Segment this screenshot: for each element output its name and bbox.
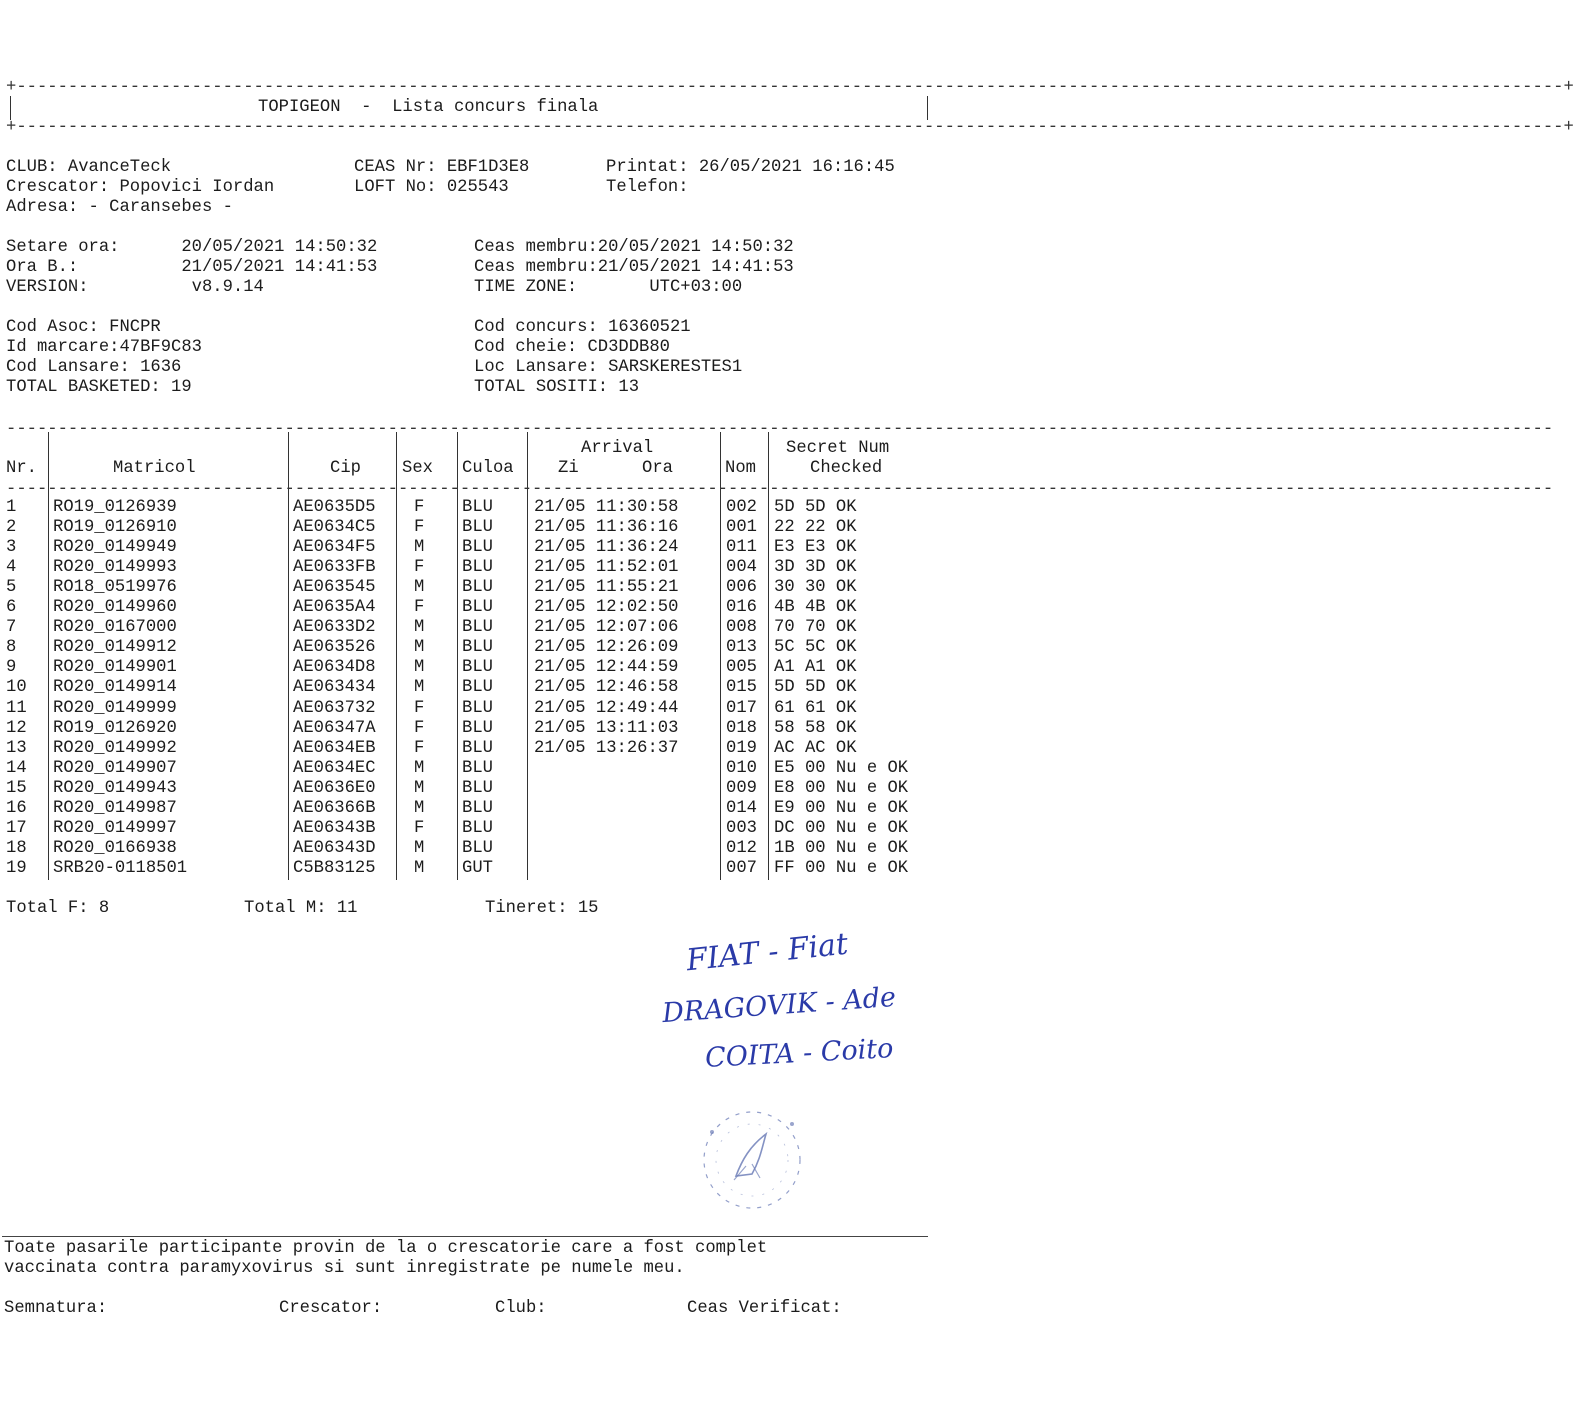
cell-arrival: 21/05 11:55:21 bbox=[534, 578, 679, 597]
cell-nr: 13 bbox=[6, 739, 27, 758]
cell-sex: M bbox=[414, 578, 425, 597]
header-nr: Nr. bbox=[6, 459, 37, 478]
cell-matricol: RO20_0149949 bbox=[53, 538, 177, 557]
cell-culoa: BLU bbox=[462, 759, 493, 778]
cell-cip: AE0634EC bbox=[293, 759, 376, 778]
handwritten-note-1: FIAT - Fiat bbox=[684, 926, 850, 979]
cell-matricol: SRB20-0118501 bbox=[53, 859, 188, 878]
total-f: Total F: 8 bbox=[6, 899, 110, 918]
cell-secret-checked: 22 22 OK bbox=[774, 518, 857, 537]
cell-cip: AE0636E0 bbox=[293, 779, 376, 798]
version: VERSION: v8.9.14 bbox=[6, 278, 264, 297]
cell-nr: 8 bbox=[6, 638, 17, 657]
cell-secret-checked: E8 00 Nu e OK bbox=[774, 779, 909, 798]
club-line: CLUB: AvanceTeck bbox=[6, 158, 172, 177]
cell-matricol: RO19_0126920 bbox=[53, 719, 177, 738]
cell-sex: M bbox=[414, 638, 425, 657]
cell-secret-checked: 58 58 OK bbox=[774, 719, 857, 738]
header-secret-num: Secret Num bbox=[786, 439, 890, 458]
cell-cip: AE063526 bbox=[293, 638, 376, 657]
cod-cheie: Cod cheie: CD3DDB80 bbox=[474, 338, 670, 357]
cell-sex: F bbox=[414, 719, 425, 738]
association-stamp bbox=[690, 1104, 814, 1212]
cell-sex: F bbox=[414, 819, 425, 838]
cell-secret-checked: 5C 5C OK bbox=[774, 638, 857, 657]
cell-arrival: 21/05 11:36:16 bbox=[534, 518, 679, 537]
cell-culoa: BLU bbox=[462, 799, 493, 818]
time-zone: TIME ZONE: UTC+03:00 bbox=[474, 278, 743, 297]
cell-secret-checked: FF 00 Nu e OK bbox=[774, 859, 909, 878]
cell-culoa: BLU bbox=[462, 699, 493, 718]
cell-sex: M bbox=[414, 678, 425, 697]
cell-matricol: RO20_0166938 bbox=[53, 839, 177, 858]
cell-culoa: BLU bbox=[462, 779, 493, 798]
cell-sex: F bbox=[414, 498, 425, 517]
cell-cip: AE0634F5 bbox=[293, 538, 376, 557]
cell-secret-checked: 1B 00 Nu e OK bbox=[774, 839, 909, 858]
total-sositi: TOTAL SOSITI: 13 bbox=[474, 378, 640, 397]
cell-sex: M bbox=[414, 859, 425, 878]
cell-nom: 002 bbox=[726, 498, 757, 517]
cell-nom: 004 bbox=[726, 558, 757, 577]
handwritten-note-2: DRAGOVIK - Ade bbox=[661, 981, 897, 1030]
cell-sex: F bbox=[414, 518, 425, 537]
cell-cip: AE063732 bbox=[293, 699, 376, 718]
cell-sex: M bbox=[414, 779, 425, 798]
cell-nom: 016 bbox=[726, 598, 757, 617]
handwritten-note-3: COITA - Coito bbox=[704, 1033, 895, 1074]
cell-secret-checked: E5 00 Nu e OK bbox=[774, 759, 909, 778]
ora-b: Ora B.: 21/05/2021 14:41:53 bbox=[6, 258, 378, 277]
cell-nr: 6 bbox=[6, 598, 17, 617]
cell-nom: 012 bbox=[726, 839, 757, 858]
cell-nr: 19 bbox=[6, 859, 27, 878]
cell-nom: 013 bbox=[726, 638, 757, 657]
cell-secret-checked: 61 61 OK bbox=[774, 699, 857, 718]
header-arrival: Arrival bbox=[581, 439, 654, 458]
cell-nr: 1 bbox=[6, 498, 17, 517]
cell-culoa: BLU bbox=[462, 739, 493, 758]
cell-culoa: BLU bbox=[462, 538, 493, 557]
cell-sex: M bbox=[414, 538, 425, 557]
cell-arrival: 21/05 12:44:59 bbox=[534, 658, 679, 677]
cell-nr: 17 bbox=[6, 819, 27, 838]
cell-nr: 16 bbox=[6, 799, 27, 818]
cell-cip: AE0635D5 bbox=[293, 498, 376, 517]
cell-matricol: RO20_0149999 bbox=[53, 699, 177, 718]
cell-secret-checked: A1 A1 OK bbox=[774, 658, 857, 677]
cell-cip: AE0633D2 bbox=[293, 618, 376, 637]
adresa-line: Adresa: - Caransebes - bbox=[6, 198, 233, 217]
title-border-right bbox=[927, 96, 928, 120]
cell-matricol: RO20_0149960 bbox=[53, 598, 177, 617]
cell-sex: F bbox=[414, 699, 425, 718]
cell-cip: AE06343B bbox=[293, 819, 376, 838]
footer-divider bbox=[2, 1236, 928, 1237]
cell-sex: M bbox=[414, 799, 425, 818]
cell-culoa: BLU bbox=[462, 638, 493, 657]
cell-sex: F bbox=[414, 739, 425, 758]
cell-culoa: BLU bbox=[462, 598, 493, 617]
title-border-left bbox=[10, 96, 11, 120]
cell-cip: AE06366B bbox=[293, 799, 376, 818]
col-divider bbox=[527, 432, 528, 880]
cell-secret-checked: 3D 3D OK bbox=[774, 558, 857, 577]
header-sex: Sex bbox=[402, 459, 433, 478]
cod-asoc: Cod Asoc: FNCPR bbox=[6, 318, 161, 337]
cell-nom: 011 bbox=[726, 538, 757, 557]
declaration-line-1: Toate pasarile participante provin de la o crescatorie care a fost complet bbox=[4, 1239, 768, 1258]
cell-nom: 014 bbox=[726, 799, 757, 818]
cell-nom: 001 bbox=[726, 518, 757, 537]
cell-arrival: 21/05 11:52:01 bbox=[534, 558, 679, 577]
cell-matricol: RO19_0126910 bbox=[53, 518, 177, 537]
cell-nom: 017 bbox=[726, 699, 757, 718]
header-checked: Checked bbox=[810, 459, 883, 478]
cell-nom: 009 bbox=[726, 779, 757, 798]
page-title: TOPIGEON - Lista concurs finala bbox=[258, 98, 599, 117]
cell-culoa: BLU bbox=[462, 498, 493, 517]
cell-cip: AE0634D8 bbox=[293, 658, 376, 677]
total-basketed: TOTAL BASKETED: 19 bbox=[6, 378, 192, 397]
cell-matricol: RO18_0519976 bbox=[53, 578, 177, 597]
cell-secret-checked: 30 30 OK bbox=[774, 578, 857, 597]
setare-ora: Setare ora: 20/05/2021 14:50:32 bbox=[6, 238, 378, 257]
cell-sex: M bbox=[414, 839, 425, 858]
cell-secret-checked: E9 00 Nu e OK bbox=[774, 799, 909, 818]
cell-sex: M bbox=[414, 759, 425, 778]
cell-nom: 005 bbox=[726, 658, 757, 677]
title-border-bottom: +------------------------------------------------------------------------------------------------------------------------------------------------------+ bbox=[6, 118, 1574, 137]
cell-nr: 11 bbox=[6, 699, 27, 718]
header-culoa: Culoa bbox=[462, 459, 514, 478]
cell-nom: 008 bbox=[726, 618, 757, 637]
cell-arrival: 21/05 11:36:24 bbox=[534, 538, 679, 557]
cell-nr: 9 bbox=[6, 658, 17, 677]
cell-matricol: RO20_0149912 bbox=[53, 638, 177, 657]
total-m: Total M: 11 bbox=[244, 899, 358, 918]
club-label: Club: bbox=[495, 1299, 547, 1318]
cell-nr: 14 bbox=[6, 759, 27, 778]
header-nom: Nom bbox=[725, 459, 756, 478]
cell-nr: 4 bbox=[6, 558, 17, 577]
cell-culoa: GUT bbox=[462, 859, 493, 878]
cell-secret-checked: E3 E3 OK bbox=[774, 538, 857, 557]
table-rule-header: ------------------------------------------------------------------------------------------------------------------------------------------------------ bbox=[6, 480, 1554, 499]
cell-secret-checked: 5D 5D OK bbox=[774, 498, 857, 517]
col-divider bbox=[396, 432, 397, 880]
declaration-line-2: vaccinata contra paramyxovirus si sunt inregistrate pe numele meu. bbox=[4, 1259, 685, 1278]
cell-cip: AE0634C5 bbox=[293, 518, 376, 537]
semnatura-label: Semnatura: bbox=[4, 1299, 108, 1318]
table-rule-top: ------------------------------------------------------------------------------------------------------------------------------------------------------ bbox=[6, 420, 1554, 439]
cell-sex: F bbox=[414, 558, 425, 577]
id-marcare: Id marcare:47BF9C83 bbox=[6, 338, 202, 357]
cell-culoa: BLU bbox=[462, 558, 493, 577]
cell-cip: C5B83125 bbox=[293, 859, 376, 878]
cell-cip: AE06343D bbox=[293, 839, 376, 858]
cell-culoa: BLU bbox=[462, 578, 493, 597]
cell-matricol: RO20_0149997 bbox=[53, 819, 177, 838]
loc-lansare: Loc Lansare: SARSKERESTES1 bbox=[474, 358, 743, 377]
cell-cip: AE0634EB bbox=[293, 739, 376, 758]
cell-arrival: 21/05 13:26:37 bbox=[534, 739, 679, 758]
cell-culoa: BLU bbox=[462, 658, 493, 677]
cell-culoa: BLU bbox=[462, 618, 493, 637]
cell-matricol: RO20_0149987 bbox=[53, 799, 177, 818]
cell-nom: 015 bbox=[726, 678, 757, 697]
col-divider bbox=[288, 432, 289, 880]
header-matricol: Matricol bbox=[113, 459, 196, 478]
cell-arrival: 21/05 12:07:06 bbox=[534, 618, 679, 637]
cell-nr: 12 bbox=[6, 719, 27, 738]
ceas-membru-2: Ceas membru:21/05/2021 14:41:53 bbox=[474, 258, 794, 277]
cell-culoa: BLU bbox=[462, 678, 493, 697]
cell-nr: 10 bbox=[6, 678, 27, 697]
cell-secret-checked: AC AC OK bbox=[774, 739, 857, 758]
col-divider bbox=[720, 432, 721, 880]
col-divider bbox=[457, 432, 458, 880]
cell-matricol: RO19_0126939 bbox=[53, 498, 177, 517]
telefon: Telefon: bbox=[606, 178, 689, 197]
cell-nom: 006 bbox=[726, 578, 757, 597]
cell-arrival: 21/05 12:02:50 bbox=[534, 598, 679, 617]
cell-nr: 18 bbox=[6, 839, 27, 858]
ceas-verificat-label: Ceas Verificat: bbox=[687, 1299, 842, 1318]
cell-cip: AE063434 bbox=[293, 678, 376, 697]
cod-lansare: Cod Lansare: 1636 bbox=[6, 358, 182, 377]
cell-cip: AE06347A bbox=[293, 719, 376, 738]
cell-nr: 5 bbox=[6, 578, 17, 597]
header-ora: Ora bbox=[642, 459, 673, 478]
cell-sex: M bbox=[414, 658, 425, 677]
cell-arrival: 21/05 12:49:44 bbox=[534, 699, 679, 718]
cell-nom: 019 bbox=[726, 739, 757, 758]
cell-culoa: BLU bbox=[462, 819, 493, 838]
cell-cip: AE0635A4 bbox=[293, 598, 376, 617]
cell-matricol: RO20_0149901 bbox=[53, 658, 177, 677]
cell-arrival: 21/05 13:11:03 bbox=[534, 719, 679, 738]
crescator-label: Crescator: bbox=[279, 1299, 383, 1318]
header-zi: Zi bbox=[558, 459, 579, 478]
cell-matricol: RO20_0149943 bbox=[53, 779, 177, 798]
col-divider bbox=[768, 432, 769, 880]
cell-nr: 7 bbox=[6, 618, 17, 637]
cell-sex: F bbox=[414, 598, 425, 617]
cell-matricol: RO20_0149907 bbox=[53, 759, 177, 778]
cell-arrival: 21/05 12:46:58 bbox=[534, 678, 679, 697]
cell-nom: 010 bbox=[726, 759, 757, 778]
cell-secret-checked: DC 00 Nu e OK bbox=[774, 819, 909, 838]
tineret: Tineret: 15 bbox=[485, 899, 599, 918]
cell-nom: 003 bbox=[726, 819, 757, 838]
cell-secret-checked: 4B 4B OK bbox=[774, 598, 857, 617]
cell-arrival: 21/05 12:26:09 bbox=[534, 638, 679, 657]
crescator-line: Crescator: Popovici Iordan bbox=[6, 178, 275, 197]
cell-matricol: RO20_0167000 bbox=[53, 618, 177, 637]
cell-nr: 2 bbox=[6, 518, 17, 537]
cell-matricol: RO20_0149992 bbox=[53, 739, 177, 758]
cod-concurs: Cod concurs: 16360521 bbox=[474, 318, 691, 337]
cell-cip: AE0633FB bbox=[293, 558, 376, 577]
cell-nom: 007 bbox=[726, 859, 757, 878]
cell-culoa: BLU bbox=[462, 719, 493, 738]
cell-secret-checked: 70 70 OK bbox=[774, 618, 857, 637]
cell-arrival: 21/05 11:30:58 bbox=[534, 498, 679, 517]
cell-matricol: RO20_0149914 bbox=[53, 678, 177, 697]
cell-sex: M bbox=[414, 618, 425, 637]
cell-culoa: BLU bbox=[462, 518, 493, 537]
cell-nr: 15 bbox=[6, 779, 27, 798]
ceas-nr: CEAS Nr: EBF1D3E8 bbox=[354, 158, 530, 177]
col-divider bbox=[48, 432, 49, 880]
cell-matricol: RO20_0149993 bbox=[53, 558, 177, 577]
header-cip: Cip bbox=[330, 459, 361, 478]
cell-secret-checked: 5D 5D OK bbox=[774, 678, 857, 697]
cell-nr: 3 bbox=[6, 538, 17, 557]
title-border-top: +------------------------------------------------------------------------------------------------------------------------------------------------------+ bbox=[6, 78, 1574, 97]
ceas-membru-1: Ceas membru:20/05/2021 14:50:32 bbox=[474, 238, 794, 257]
loft-no: LOFT No: 025543 bbox=[354, 178, 509, 197]
printat: Printat: 26/05/2021 16:16:45 bbox=[606, 158, 895, 177]
cell-nom: 018 bbox=[726, 719, 757, 738]
cell-cip: AE063545 bbox=[293, 578, 376, 597]
cell-culoa: BLU bbox=[462, 839, 493, 858]
